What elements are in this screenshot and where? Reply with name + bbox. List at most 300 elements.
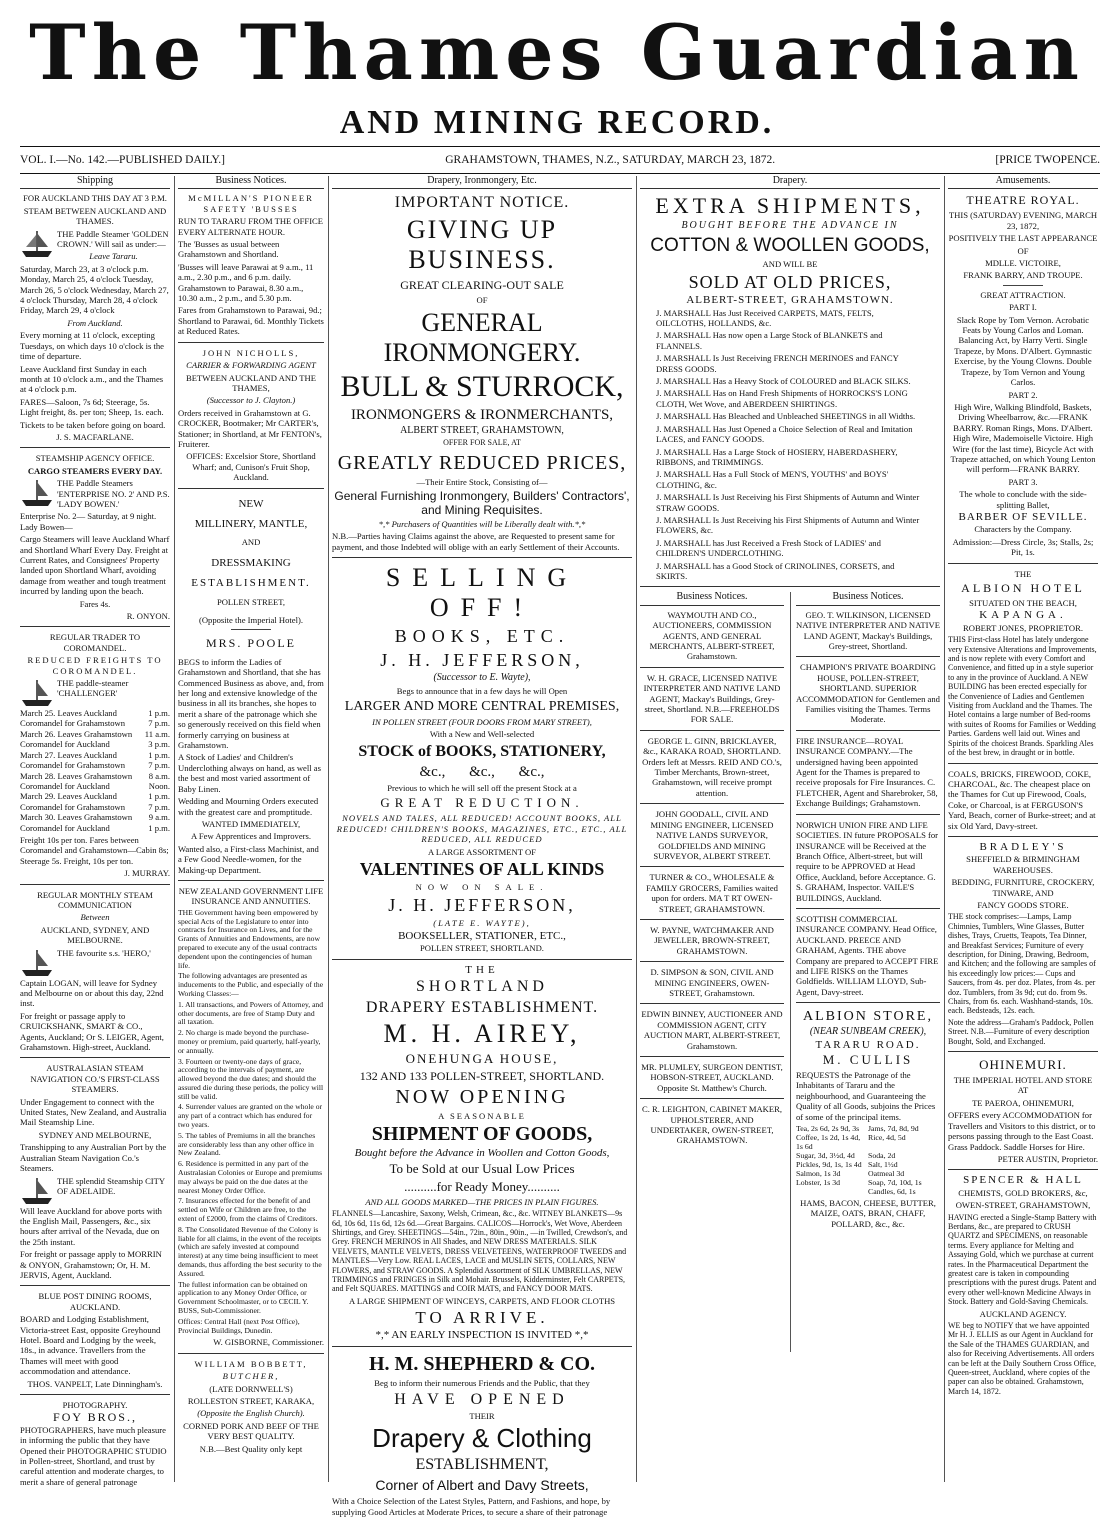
price-item: Coffee, 1s 2d, 1s 4d, 1s 6d xyxy=(796,1133,861,1152)
ad-text: For freight or passage apply to CRUICKSHANK, SMART & CO., Agents, Auckland; Or S. LEIGER, Agent, Grahamstown. High-street, Auckland. xyxy=(20,1010,164,1053)
ad-text: Will leave Auckland for above ports with the English Mail, Passengers, &c., six hours after arrival of the Nevada, due on the 25th instant. xyxy=(20,1205,162,1247)
ad-text: *,* AN EARLY INSPECTION IS INVITED *,* xyxy=(375,1329,589,1342)
schedule-row: Coromandel for Auckland Noon. xyxy=(20,780,170,791)
ad-subheading: PART I. xyxy=(1009,302,1037,313)
business-card: W. H. GRACE, LICENSED NATIVE INTERPRETER AND NATIVE LAND AGENT, Mackay's Buildings, Grey-street, Shortland. N.B.—FREEHOLDS FOR SALE. xyxy=(643,672,781,725)
ad-heading: MILLINERY, MANTLE, xyxy=(194,517,308,530)
ad-heading: ESTABLISHMENT, xyxy=(415,1456,549,1474)
ad-heading: 132 AND 133 POLLEN-STREET, SHORTLAND. xyxy=(359,1068,605,1083)
divider xyxy=(948,836,1098,837)
ad-text: THE favourite s.s. 'HERO,' xyxy=(57,947,151,958)
divider xyxy=(796,814,940,815)
ad-heading: COTTON & WOOLLEN GOODS, xyxy=(650,234,930,256)
ad-text: THIS (SATURDAY) EVENING, MARCH 23, 1872, xyxy=(948,210,1098,231)
schedule-row: Coromandel for Auckland 1 p.m. xyxy=(20,822,170,833)
ad-text: ALBERT STREET, GRAHAMSTOWN, xyxy=(400,424,564,436)
ad-signature: R. ONYON. xyxy=(126,611,170,622)
ad-text: Tickets to be taken before going on board. xyxy=(20,419,166,430)
ad-text: OWEN-STREET, GRAHAMSTOWN, xyxy=(955,1200,1091,1211)
ad-text: AND ALL GOODS MARKED—THE PRICES IN PLAIN FIGURES. xyxy=(365,1196,599,1207)
ad-heading: General Furnishing Ironmongery, Builders' Contractors', and Mining Requisites. xyxy=(334,489,630,518)
schedule-row: Coromandel for Grahamstown 7 p.m. xyxy=(20,718,170,729)
ad-text: Slack Rope by Tom Vernon. Acrobatic Feats by Young Carlos and Loman. Balancing Act, by Harry Verti. Single Trapeze, by Mons. D'Albert. Gymnastic Exercise, by the Young Clowns. Double Trapeze, by Tom Vernon and Young Carlos. xyxy=(954,314,1092,388)
ad-text: Wanted also, a First-class Machinist, and a Few Good Needle-women, for the Making-up Department. xyxy=(178,843,319,875)
divider xyxy=(640,1098,784,1099)
ad-text: For freight or passage apply to MORRIN & ONYON, Grahamstown; Or, H. M. JERVIS, Agent, Auckland. xyxy=(20,1249,162,1280)
ad-text: A Stock of Ladies' and Children's Underclothing always on hand, as well as the best and most varied assortment of Baby Linen. xyxy=(178,752,321,794)
ad-heading: J. H. JEFFERSON, xyxy=(388,895,576,916)
price-item: Tea, 2s 6d, 2s 9d, 3s xyxy=(796,1124,860,1134)
ad-text: NOVELS AND TALES, ALL REDUCED! ACCOUNT BOOKS, ALL REDUCED! CHILDREN'S BOOKS, MAGAZINES, ETC., ETC., ALL REDUCED, ALL REDUCED xyxy=(336,813,628,845)
divider xyxy=(948,1169,1098,1170)
price-list xyxy=(796,1124,940,1196)
column-header: Drapery. xyxy=(640,176,940,189)
ad-heading: MDLLE. VICTOIRE, xyxy=(985,258,1061,269)
ad-text: TE PAEROA, OHINEMURI, xyxy=(972,1097,1074,1108)
list-item: J. MARSHALL Has Just Opened a Choice Selection of Real and Imitation LACES, and FANCY GOODS. xyxy=(656,423,913,445)
steamer-notice xyxy=(20,678,170,699)
ad-text: REQUESTS the Patronage of the Inhabitants of Tararu and the neighbourhood, and Guaranteeing the Quality of all Goods, subjoins the Prices of some of the principal items. xyxy=(796,1070,936,1122)
ad-heading: FANCY GOODS STORE. xyxy=(977,899,1069,910)
ad-text: (LATE E. WAYTE), xyxy=(433,918,531,929)
ad-heading: MRS. POOLE xyxy=(205,636,296,651)
ad-text: Offices: Central Hall (next Post Office), Provincial Buildings, Dunedin. xyxy=(178,1316,300,1335)
ad-text: Freight 10s per ton. Fares between Coromandel and Grahamstown—Cabin 8s; Steerage 5s. Freight, 10s per ton. xyxy=(20,834,169,866)
ad-text: OF xyxy=(1017,245,1029,256)
ad-text: OF xyxy=(476,295,488,306)
divider xyxy=(796,656,940,657)
price-item: Pickles, 9d, 1s, 1s 4d xyxy=(796,1160,862,1170)
ad-heading: REGULAR MONTHLY STEAM COMMUNICATION xyxy=(37,889,153,910)
ad-heading: BOOKS, ETC. xyxy=(394,626,570,647)
marshall-items-list xyxy=(640,308,940,582)
column-header: Business Notices. xyxy=(796,592,940,605)
ad-heading: HAVE OPENED xyxy=(394,1391,570,1409)
list-item: 2. No charge is made beyond the purchase-money or premium, paid quarterly, half-yearly, or annually. xyxy=(178,1028,321,1055)
schedule-table xyxy=(20,708,170,833)
column-rule xyxy=(636,176,637,1482)
column-rule xyxy=(174,176,175,1482)
list-item: 1. All transactions, and Powers of Attorney, and other documents, are free of Stamp Duty and all taxation. xyxy=(178,999,324,1027)
ad-text: (Successor to E. Wayte), xyxy=(433,672,531,684)
divider xyxy=(640,919,784,920)
column-rule xyxy=(944,176,945,1482)
ad-text: The fullest information can be obtained on application to any Money Order Office, or Government Schoolmaster, or to CECIL Y. BUSS, Sub-Commissioner. xyxy=(178,1279,309,1316)
ad-heading: SHEFFIELD & BIRMINGHAM WAREHOUSES. xyxy=(966,854,1080,875)
ad-subheading: Leave Tararu. xyxy=(89,251,138,262)
ad-heading: WANTED IMMEDIATELY, xyxy=(201,818,301,829)
ad-heading: STEAMSHIP AGENCY OFFICE. xyxy=(35,453,155,464)
ship-icon xyxy=(20,229,54,259)
divider xyxy=(1003,285,1043,286)
ad-signature: W. GISBORNE, Commissioner. xyxy=(213,1337,324,1348)
ad-heading: &c., &c., &c., xyxy=(419,763,545,780)
ad-heading: AUCKLAND, SYDNEY, AND MELBOURNE. xyxy=(40,924,150,946)
ad-text: AND WILL BE xyxy=(762,258,818,269)
business-notices-left xyxy=(640,592,784,1147)
ad-heading: BARBER OF SEVILLE. xyxy=(958,510,1088,523)
ad-text: PHOTOGRAPHERS, have much pleasure in informing the public that they have Opened their PHOTOGRAPHIC STUDIO in Pollen-street, Shortland, and trust by careful attention and moderate charges, to merit a share of general patronage xyxy=(20,1424,167,1487)
ad-heading: GREAT ATTRACTION. xyxy=(980,289,1066,300)
ad-heading: KAPANGA. xyxy=(979,609,1067,622)
ad-heading: GENERAL IRONMONGERY. xyxy=(383,307,581,367)
ad-heading: AUSTRALASIAN STEAM NAVIGATION CO.'S FIRST-CLASS STEAMERS. xyxy=(30,1063,160,1095)
ad-text: BOARD and Lodging Establishment, Victoria-street East, opposite Greyhound Hotel. Board and Lodging by the week, 18s., in advance. Travellers from the Thames will meet with good accommodation and attendance. xyxy=(20,1314,161,1377)
list-item: J. MARSHALL Has a Heavy Stock of COLOURED and BLACK SILKS. xyxy=(656,376,911,387)
column-header: Amusements. xyxy=(948,176,1098,189)
price-item: Oatmeal 3d xyxy=(868,1169,905,1179)
business-card: CHAMPION'S PRIVATE BOARDING HOUSE, POLLEN-STREET, SHORTLAND. SUPERIOR ACCOMMODATION for Gentlemen and Families visiting the Thames. Terms Moderate. xyxy=(796,662,940,725)
divider xyxy=(20,1057,170,1058)
divider xyxy=(640,586,940,587)
ad-text: THE paddle-steamer 'CHALLENGER' xyxy=(57,678,129,699)
price: [PRICE TWOPENCE. xyxy=(995,154,1100,166)
ad-heading: FRANK BARRY, AND TROUPE. xyxy=(963,270,1083,281)
ad-text: (LATE DORNWELL'S) xyxy=(209,1383,293,1394)
ad-text: FARES—Saloon, 7s 6d; Steerage, 5s. Light freight, 8s. per ton; Sheep, 1s. each. xyxy=(20,396,164,418)
schedule-row: Coromandel for Grahamstown 7 p.m. xyxy=(20,801,170,812)
steamer-notice xyxy=(20,948,170,958)
ad-heading: EXTRA SHIPMENTS, xyxy=(655,193,925,219)
divider xyxy=(948,1051,1098,1052)
divider xyxy=(178,342,324,343)
masthead xyxy=(0,0,1114,150)
price-item: Lobster, 1s 3d xyxy=(796,1178,841,1188)
ad-heading: SOLD AT OLD PRICES, xyxy=(688,272,892,293)
ad-signature: THOS. VANPELT, Late Dinningham's. xyxy=(27,1378,163,1389)
ad-subheading: BUTCHER, xyxy=(222,1371,280,1382)
ad-heading: AUCKLAND AGENCY. xyxy=(979,1308,1067,1319)
business-notices-right xyxy=(796,592,940,1231)
ad-heading: WILLIAM BOBBETT, xyxy=(194,1358,308,1369)
ad-text: —Their Entire Stock, Consisting of— xyxy=(416,476,548,487)
ad-text: A LARGE ASSORTMENT OF xyxy=(428,846,536,857)
list-item: J. MARSHALL Has Bleached and Unbleached SHEETINGS in all Widths. xyxy=(656,411,916,422)
ad-text: (Opposite the English Church). xyxy=(197,1408,305,1419)
ad-text: WE beg to NOTIFY that we have appointed Mr H. J. ELLIS as our Agent in Auckland for the Sale of the THAMES GUARDIAN, and also for Receiving Advertisements. All orders can be left at the Daily Southern Cross Office, Queen-street, Auckland, where copies of the paper can also be obtained. Grahamstown, March 14, 1872. xyxy=(948,1321,1097,1396)
ad-text: CHEMISTS, GOLD BROKERS, &c, xyxy=(958,1187,1088,1198)
ad-text: BEDDING, FURNITURE, CROCKERY, TINWARE, AND xyxy=(951,877,1095,898)
ad-text: POSITIVELY THE LAST APPEARANCE xyxy=(948,233,1098,244)
ad-text: OFFICES: Excelsior Store, Shortland Wharf; and, Cunison's Fruit Shop, Auckland. xyxy=(186,451,316,483)
ad-text: THE Government having been empowered by special Acts of the Legislature to enter into contracts for Insurance on Lives, and for the Grants of Annuities and Endowments, are now prepared to execute any of the usual contracts dependent upon the contingencies of human life. xyxy=(178,907,320,970)
ad-text: BETWEEN AUCKLAND AND THE THAMES, xyxy=(186,372,316,393)
business-card: EDWIN BINNEY, AUCTIONEER AND COMMISSION AGENT, CITY AUCTION MART, ALBERT-STREET, Grahamstown. xyxy=(641,1009,783,1051)
ad-text: Captain LOGAN, will leave for Sydney and Melbourne on or about this day, 22nd inst. xyxy=(20,977,164,1009)
ad-text: Saturday, March 23, at 3 o'clock p.m. Monday, March 25, 4 o'clock Tuesday, March 26, 5 o'clock Wednesday, March 27, 4 o'clock Thursday, March 28, 4 o'clock Friday, March 29, 4 o'clock xyxy=(20,263,169,316)
ad-heading: Drapery & Clothing xyxy=(372,1423,592,1454)
column-header: Business Notices. xyxy=(178,176,324,189)
list-item: J. MARSHALL Has now open a Large Stock of BLANKETS and FLANNELS. xyxy=(656,330,883,351)
steamer-notice xyxy=(20,229,170,250)
ad-text: The whole to conclude with the side-splitting Ballet, xyxy=(959,489,1087,510)
ad-text: (Successor to J. Clayton.) xyxy=(206,395,296,406)
schedule-row: Coromandel for Grahamstown 7 p.m. xyxy=(20,760,170,771)
list-item: 4. Surrender values are granted on the whole or any part of a contract which has endured for two years. xyxy=(178,1102,323,1130)
divider xyxy=(948,563,1098,564)
list-item: J. MARSHALL has Just Received a Fresh Stock of LADIES' and CHILDREN'S UNDERCLOTHING. xyxy=(656,537,881,559)
business-card: C. R. LEIGHTON, CABINET MAKER, UPHOLSTERER, AND UNDERTAKER, OWEN-STREET, GRAHAMSTOWN. xyxy=(641,1104,783,1146)
business-card: JOHN GOODALL, CIVIL AND MINING ENGINEER, LICENSED NATIVE LANDS SURVEYOR, GOLDFIELDS AND MINING SURVEYOR, ALBERT STREET. xyxy=(650,809,774,861)
ad-text: SITUATED ON THE BEACH, xyxy=(969,598,1077,608)
ad-heading: REDUCED FREIGHTS TO COROMANDEL. xyxy=(27,655,163,676)
column-header: Drapery, Ironmongery, Etc. xyxy=(332,176,632,189)
ad-text: Cargo Steamers will leave Auckland Wharf and Shortland Wharf Every Day. Freight at Current Rates, and Consignees' Property landed upon Shortland Wharf, avoiding damage from weather and tough treatment incurred by landing upon the beach. xyxy=(20,534,170,597)
ad-subheading: PART 3. xyxy=(1008,476,1038,487)
ad-heading: LARGER AND MORE CENTRAL PREMISES, xyxy=(344,699,620,715)
ad-heading: DRESSMAKING xyxy=(211,556,291,569)
divider xyxy=(332,959,632,960)
divider xyxy=(20,884,170,885)
column-drapery-ironmongery xyxy=(332,175,632,1517)
ad-text: THE Paddle Steamer 'GOLDEN CROWN.' Will sail as under:— xyxy=(57,228,169,250)
ad-text: BOOKSELLER, STATIONER, ETC., xyxy=(398,929,566,942)
schedule-row: Coromandel for Auckland 3 p.m. xyxy=(20,739,170,750)
ad-subheading: Between xyxy=(80,912,110,923)
ad-text: FLANNELS—Lancashire, Saxony, Welsh, Crimean, &c., &c. WITNEY BLANKETS—9s 6d, 10s 6d, 11s 6d, 12s 6d.—Great Bargains. CALICOS—Horrock's, Wet Wove, Aberdeen Shirtings, and Grey. SHEETINGS—54in., 72in., 80in., 90in., —in Twilled, Crewdson's, and Grey. FRENCH MERINOS in All Shades, and NEW DRESS MATERIALS. SILK VELVETS, MANTLE VELVETS, DRESS VELVETEENS, WATERPROOF TWEEDS and MANTLES—Very Low. REAL LACES, LACE and MUSLIN SETS, COLLARS, NEW FLOWERS, and STRAW GOODS. A Splendid Assortment of SILK UMBRELLAS, NEW TRIMMINGS and FRINGES in Silk and Mohair. Brussels, Kidderminster, Felt CARPETS, and Felt SQUARES. MATTINGS and COIR MATS, and FANCY DOOR MATS. xyxy=(332,1209,628,1294)
ad-text: Transhipping to any Australian Port by the Australian Steam Navigation Co.'s Steamers. xyxy=(20,1142,167,1174)
ad-heading: H. M. SHEPHERD & CO. xyxy=(368,1352,596,1375)
ad-text: Every morning at 11 o'clock, excepting Tuesdays, on which days 10 o'clock is the time of departure. xyxy=(20,330,164,362)
business-card: W. PAYNE, WATCHMAKER AND JEWELLER, BROWN-STREET, GRAHAMSTOWN. xyxy=(650,924,774,956)
ad-heading: IMPORTANT NOTICE. xyxy=(394,194,570,212)
divider xyxy=(796,730,940,731)
ad-heading: THE xyxy=(465,963,499,976)
ship-icon xyxy=(20,948,54,978)
ad-heading: SHORTLAND xyxy=(416,977,548,995)
ad-subheading: From Auckland. xyxy=(67,317,123,328)
divider xyxy=(640,730,784,731)
ship-icon xyxy=(20,1176,54,1206)
ad-heading: McMILLAN'S PIONEER SAFETY 'BUSSES xyxy=(188,193,314,214)
ad-text: POLLEN STREET, xyxy=(216,596,286,607)
ad-text: TARARU ROAD. xyxy=(815,1038,921,1051)
ad-text: To be Sold at our Usual Low Prices xyxy=(389,1160,575,1176)
divider xyxy=(640,866,784,867)
ad-subheading: CARRIER & FORWARDING AGENT xyxy=(186,360,316,371)
date-place: GRAHAMSTOWN, THAMES, N.Z., SATURDAY, MARCH 23, 1872. xyxy=(445,154,776,166)
ad-heading: NEW xyxy=(238,497,264,510)
ad-heading: THE IMPERIAL HOTEL AND STORE AT xyxy=(953,1075,1093,1096)
ad-heading: VALENTINES OF ALL KINDS xyxy=(359,858,605,879)
price-item: Rice, 4d, 5d xyxy=(868,1133,906,1143)
list-item: 7. Insurances effected for the benefit of and settled on Wife or Children are free, to the extent of £2000, from the claims of Creditors. xyxy=(178,1196,318,1224)
ad-text: (Opposite the Imperial Hotel). xyxy=(198,615,304,625)
ad-heading: J. H. JEFFERSON, xyxy=(380,650,584,671)
ad-heading: TO ARRIVE. xyxy=(415,1308,549,1328)
list-item: 5. The tables of Premiums in all the branches are considerably less than any other office in New Zealand. xyxy=(178,1130,316,1158)
business-card: D. SIMPSON & SON, CIVIL AND MINING ENGINEERS, OWEN-STREET, Grahamstown. xyxy=(650,967,774,998)
ad-heading: GREAT REDUCTION. xyxy=(380,795,584,811)
divider xyxy=(332,557,632,558)
ad-text: THE stock comprises:—Lamps, Lamp Chimnies, Tumblers, Wine Glasses, Butter dishes, Trays, Cruetts, Teapots, Tea Dinner, and Breakfast Services; Furniture of every description, for Dining, Drawing, Bedroom, and Kitchen; and the following are samples of his exceedingly low prices:— Cups and Saucers, from 4s. per doz. Plates, from 4s. per doz. Tumblers, from 3s 9d; cut do. from 9s. Chairs, from 6s. each. Washhand-stands, 10s. each. Bedsteads, 12s. each. xyxy=(948,912,1096,1016)
ad-text: Note the address—Graham's Paddock, Pollen Street. N.B.—Furniture of every description Bought, Sold, and Exchanged. xyxy=(948,1017,1094,1046)
ad-heading: SHIPMENT OF GOODS, xyxy=(371,1123,593,1146)
business-card: TURNER & CO., WHOLESALE & FAMILY GROCERS, Families waited upon for orders. MA T RT OWEN-STREET, GRAHAMSTOWN. xyxy=(646,872,778,914)
ad-text: With a Choice Selection of the Latest Styles, Pattern, and Fashions, and hope, by supplying Good Articles at Moderate Prices, to secure a share of their patronage xyxy=(332,1496,611,1517)
divider xyxy=(640,1056,784,1057)
list-item: J. MARSHALL Is Just Receiving FRENCH MERINOES and FANCY DRESS GOODS. xyxy=(656,353,899,374)
ad-heading: STOCK of BOOKS, STATIONERY, xyxy=(358,742,606,760)
ad-text: High Wire, Walking Blindfold, Baskets, Driving Wheelbarrow, &c.—FRANK BARRY. Roman Rings, Mons. D'Albert. High Wire, Mademoiselle Victoire. High Wire (for the last time), Bicycle Act with Trapeze attached, on which Young Lenton will perform—FRANK BARRY. xyxy=(950,401,1096,475)
ad-heading: M. CULLIS xyxy=(822,1052,914,1067)
list-item: J. MARSHALL Has on Hand Fresh Shipments of HORROCKS'S LONG CLOTH, Wet Wove, and ABERDEEN SHIRTINGS. xyxy=(656,388,908,409)
price-item: Sugar, 3d, 3½d, 4d xyxy=(796,1151,855,1161)
ad-heading: GIVING UP BUSINESS. xyxy=(406,215,558,275)
schedule-row: March 26. Leaves Grahamstown 11 a.m. xyxy=(20,728,170,739)
ad-heading: GREAT CLEARING-OUT SALE xyxy=(400,278,564,293)
steamer-notice xyxy=(20,478,170,509)
ad-text: 'Busses will leave Parawai at 9 a.m., 11 a.m., 2.30 p.m., and 6 p.m. daily. Grahamstown to Parawai, 8.30 a.m., 10.30 a.m., 2 p.m., and 5.30 p.m. xyxy=(178,261,314,304)
business-card: WAYMOUTH AND CO., AUCTIONEERS, COMMISSION AGENTS, AND GENERAL MERCHANTS, ALBERT-STREET, Grahamstown. xyxy=(649,609,775,662)
ad-text: A LARGE SHIPMENT OF WINCEYS, CARPETS, AND FLOOR CLOTHS xyxy=(348,1295,616,1306)
ad-heading: SYDNEY AND MELBOURNE, xyxy=(38,1129,152,1140)
price-item: Salmon, 1s 3d xyxy=(796,1169,841,1179)
newspaper-subtitle: AND MINING RECORD. xyxy=(339,104,775,141)
list-item: 3. Fourteen or twenty-one days of grace, according to the intervals of payment, are allowed beyond the due dates; and should the assured die during these periods, the policy will still be valid. xyxy=(178,1056,324,1101)
ad-text: OFFER FOR SALE, AT xyxy=(443,438,521,448)
ad-text: Bought before the Advance in Woollen and Cotton Goods, xyxy=(354,1147,610,1160)
ad-text: HAVING erected a Single-Stamp Battery with Berdans, &c., are prepared to CRUSH QUARTZ and SPECIMENS, on reasonable terms. Every appliance for Melting and Assaying Gold, which we purchase at current rates. In the Pharmaceutical Department the greatest care is taken in compounding prescriptions with the purest drugs. Patent and every other well-known Medicine Always in Stock. Battery and Gold-Saving Chemicals. xyxy=(948,1212,1097,1307)
ad-signature: J. MURRAY. xyxy=(124,868,170,879)
ad-heading: NEW ZEALAND GOVERNMENT LIFE INSURANCE AND ANNUITIES. xyxy=(178,885,324,907)
divider xyxy=(640,1003,784,1004)
ad-text: With a New and Well-selected xyxy=(429,729,535,740)
column-header: Business Notices. xyxy=(640,592,784,605)
divider xyxy=(178,488,324,489)
ad-text: Under Engagement to connect with the United States, New Zealand, and Australia Mail Steamship Line. xyxy=(20,1096,167,1128)
ad-heading: SPENCER & HALL xyxy=(963,1174,1083,1187)
divider xyxy=(796,1002,940,1003)
column-rule xyxy=(328,176,329,1482)
divider xyxy=(20,626,170,627)
ad-text: A Few Apprentices and Improvers. xyxy=(190,831,312,842)
ad-text: THE xyxy=(1014,568,1032,579)
ad-text: COALS, BRICKS, FIREWOOD, COKE, CHARCOAL, &c. The cheapest place on the Thames for Cut up Firewood, Coals, Coke, or Charcoal, is at FERGUSON'S Yard, Beach, corner of Burke-street; and at six Old Yard, Davy-street. xyxy=(948,768,1096,831)
ad-heading: M. H. AIREY, xyxy=(383,1018,581,1048)
price-item: Salt, 1½d xyxy=(868,1160,898,1170)
ad-heading: DRAPERY ESTABLISHMENT. xyxy=(365,998,599,1016)
ad-heading: CARGO STEAMERS EVERY DAY. xyxy=(27,465,163,476)
ad-heading: FOR AUCKLAND THIS DAY AT 3 P.M. xyxy=(23,193,167,204)
ad-text: The 'Busses as usual between Grahamstown and Shortland. xyxy=(178,239,280,260)
ad-text: (NEAR SUNBEAM CREEK), xyxy=(809,1026,927,1038)
list-item: J. MARSHALL has a Good Stock of CRINOLINES, CORSETS, and SKIRTS. xyxy=(656,560,895,581)
list-item: 6. Residence is permitted in any part of the Australasian Colonies or Europe and premiums may always be paid on the due dates at the nearest Money Order Office. xyxy=(178,1159,323,1195)
ad-text: *,* Purchasers of Quantities will be Liberally dealt with.*,* xyxy=(378,519,586,530)
list-item: 8. The Consolidated Revenue of the Colony is liable for all claims, in the event of the receipts (which are safely invested at compound interest) at any time being insufficient to meet demands, thus affording the best security to the Assured. xyxy=(178,1224,322,1278)
ad-text: N.B.—Parties having Claims against the above, are Requested to present same for payment, and those Indebted will oblige with an early Settlement of their Accounts. xyxy=(332,531,620,552)
schedule-row: March 27. Leaves Auckland 1 p.m. xyxy=(20,749,170,760)
business-notices-split xyxy=(640,592,940,1352)
ad-heading: OHINEMURI. xyxy=(979,1057,1067,1073)
ad-text: Fares from Grahamstown to Parawai, 9d.; Shortland to Parawai, 6d. Monthly Tickets at Reduced Rates. xyxy=(178,305,324,337)
ad-subheading: PART 2. xyxy=(1008,389,1038,400)
divider xyxy=(640,961,784,962)
ad-heading: ALBION HOTEL xyxy=(961,581,1085,595)
ad-heading: ONEHUNGA HOUSE, xyxy=(405,1050,559,1066)
price-item: Soap, 7d, 10d, 1s xyxy=(868,1178,922,1188)
ad-text: RUN TO TARARU FROM THE OFFICE EVERY ALTERNATE HOUR. xyxy=(178,216,324,237)
business-card: NORWICH UNION FIRE AND LIFE SOCIETIES. IN future PROPOSALS for INSURANCE will be Received at the Branch Office, Albert-street, but will require to be APPROVED at Head Office, Auckland, before Acceptance. G. S. GRAHAM, Inspector. VAILE'S BUILDINGS, Auckland. xyxy=(796,819,939,903)
ad-text: N.B.—Best Quality only kept xyxy=(199,1443,303,1454)
ad-heading: IRONMONGERS & IRONMERCHANTS, xyxy=(350,406,614,423)
ad-text: Leave Auckland first Sunday in each month at 10 o'clock a.m., and the Thames at 4 o'clock p.m. xyxy=(20,363,164,395)
ad-heading: STEAM BETWEEN AUCKLAND AND THAMES. xyxy=(23,205,167,227)
newspaper-title: The Thames Guardian xyxy=(29,8,1085,97)
ad-heading: THEATRE ROYAL. xyxy=(966,193,1080,208)
ad-text: OFFERS every ACCOMMODATION for Travellers and Visitors to this district, or to persons passing through to the East Coast. Grass Paddock. Saddle Horses for Hire. xyxy=(948,1110,1096,1152)
price-item: Soda, 2d xyxy=(868,1151,896,1161)
divider xyxy=(640,667,784,668)
list-item: J. MARSHALL Is Just Receiving his First Shipments of Autumn and Winter FLOWERS, &c. xyxy=(656,514,920,536)
divider xyxy=(178,880,324,881)
list-item: J. MARSHALL Has a Large Stock of HOSIERY, HABERDASHERY, RIBBONS, and TRIMMINGS. xyxy=(656,446,898,467)
ad-text: Previous to which he will sell off the present Stock at a xyxy=(387,782,577,793)
column-rule xyxy=(790,592,791,1352)
divider xyxy=(20,1394,170,1395)
divider xyxy=(231,629,271,630)
volume-info: VOL. I.—No. 142.—PUBLISHED DAILY.] xyxy=(20,154,225,166)
steamer-notice xyxy=(20,1176,170,1197)
column-shipping xyxy=(20,175,170,1487)
ad-text: ROBERT JONES, PROPRIETOR. xyxy=(963,622,1083,633)
ad-heading: PHOTOGRAPHY. xyxy=(62,1400,128,1410)
ad-heading: BLUE POST DINING ROOMS, AUCKLAND. xyxy=(38,1291,152,1312)
divider xyxy=(332,1346,632,1347)
divider xyxy=(178,1353,324,1354)
ad-heading: ALBION STORE, xyxy=(803,1009,933,1025)
business-card: FIRE INSURANCE—ROYAL INSURANCE COMPANY.—The undersigned having been appointed Agent for the Thames is prepared to receive proposals for Fire Insurances. C. FLETCHER, Agent and Sharebroker, 58, Exchange Buildings; Grahamstown. xyxy=(796,735,938,809)
ship-icon xyxy=(20,678,54,708)
ad-text: POLLEN STREET, SHORTLAND. xyxy=(420,943,544,954)
ad-heading: ESTABLISHMENT. xyxy=(191,577,311,590)
ad-text: THE Paddle Steamers 'ENTERPRISE NO. 2' AND P.S. 'LADY BOWEN.' xyxy=(57,478,170,509)
ad-signature: J. S. MACFARLANE. xyxy=(56,431,134,442)
ad-text: THE splendid Steamship CITY OF ADELAIDE. xyxy=(57,1175,165,1196)
list-item: J. MARSHALL Has a Full Stock of MEN'S, YOUTHS' and BOYS' CLOTHING, &c. xyxy=(656,469,889,490)
price-item: Candles, 6d, 1s xyxy=(868,1187,916,1197)
ad-text: HAMS, BACON, CHEESE, BUTTER, MAIZE, OATS, BRAN, CHAFF, POLLARD, &c., &c. xyxy=(800,1198,936,1229)
ad-text: THIS First-class Hotel has lately undergone very Extensive Alterations and Improvements, and is now replete with every Comfort and Convenience, and fitted up in a style superior to any in the province of Auckland. A NEW BUILDING has been erected especially for the Convenience of Ladies and Gentlemen Visiting from Auckland and the Thames. The Hotel contains a large number of Bed-rooms with suites of Rooms for Families or Wedding Parties. Gardens well laid out. Wines and Spirits of the choicest Brands. Sparkling Ales of the best brew, in draught or in bottle. xyxy=(948,635,1097,758)
ad-text: Beg to inform their numerous Friends and the Public, that they xyxy=(374,1377,590,1388)
divider xyxy=(20,447,170,448)
ad-text: ROLLESTON STREET, KARAKA, xyxy=(187,1396,315,1407)
column-business-notices xyxy=(178,176,324,1482)
business-card: SCOTTISH COMMERCIAL INSURANCE COMPANY. Head Office, AUCKLAND. PREECE AND GRAHAM, Agents. THE above Company are prepared to ACCEPT FIRE and LIFE RISKS on the Thames Goldfields. WILLIAM LLOYD, Sub-Agent, Davy-street. xyxy=(796,913,939,997)
ad-text: Fares 4s. xyxy=(79,598,111,609)
ad-text: The following advantages are presented as inducements to the Public, and especially of the Working Classes:— xyxy=(178,971,324,998)
dateline xyxy=(20,146,1100,174)
insurance-advantages-list xyxy=(178,1001,324,1279)
column-amusements xyxy=(948,176,1098,1482)
schedule-row: March 30. Leaves Grahamstown 9 a.m. xyxy=(20,812,170,823)
ad-text: AND xyxy=(241,537,261,548)
ad-heading: Corner of Albert and Davy Streets, xyxy=(375,1477,589,1494)
ad-text: ..........for Ready Money.......... xyxy=(404,1178,560,1194)
column-drapery xyxy=(640,176,940,1482)
price-item: Jams, 7d, 8d, 9d xyxy=(868,1124,919,1134)
list-item: J. MARSHALL Is Just Receiving his First Shipments of Autumn and Winter STRAW GOODS. xyxy=(656,492,920,513)
ad-text: Wedding and Mourning Orders executed with the greatest care and promptitude. xyxy=(178,796,319,817)
ad-text: Admission:—Dress Circle, 3s; Stalls, 2s; Pit, 1s. xyxy=(952,536,1094,558)
schedule-row: March 29. Leaves Auckland 1 p.m. xyxy=(20,791,170,802)
ad-text: Orders received in Grahamstown at G. CROCKER, Bootmaker; Mr CARTER's, Stationer; in Shortland, at Mr FENTON's, Fruiterer. xyxy=(178,407,322,449)
ad-heading: ALBERT-STREET, GRAHAMSTOWN. xyxy=(686,294,894,307)
ad-text: A SEASONABLE xyxy=(438,1110,526,1121)
ad-text: BOUGHT BEFORE THE ADVANCE IN xyxy=(681,220,899,232)
ad-heading: NOW OPENING xyxy=(395,1085,569,1108)
